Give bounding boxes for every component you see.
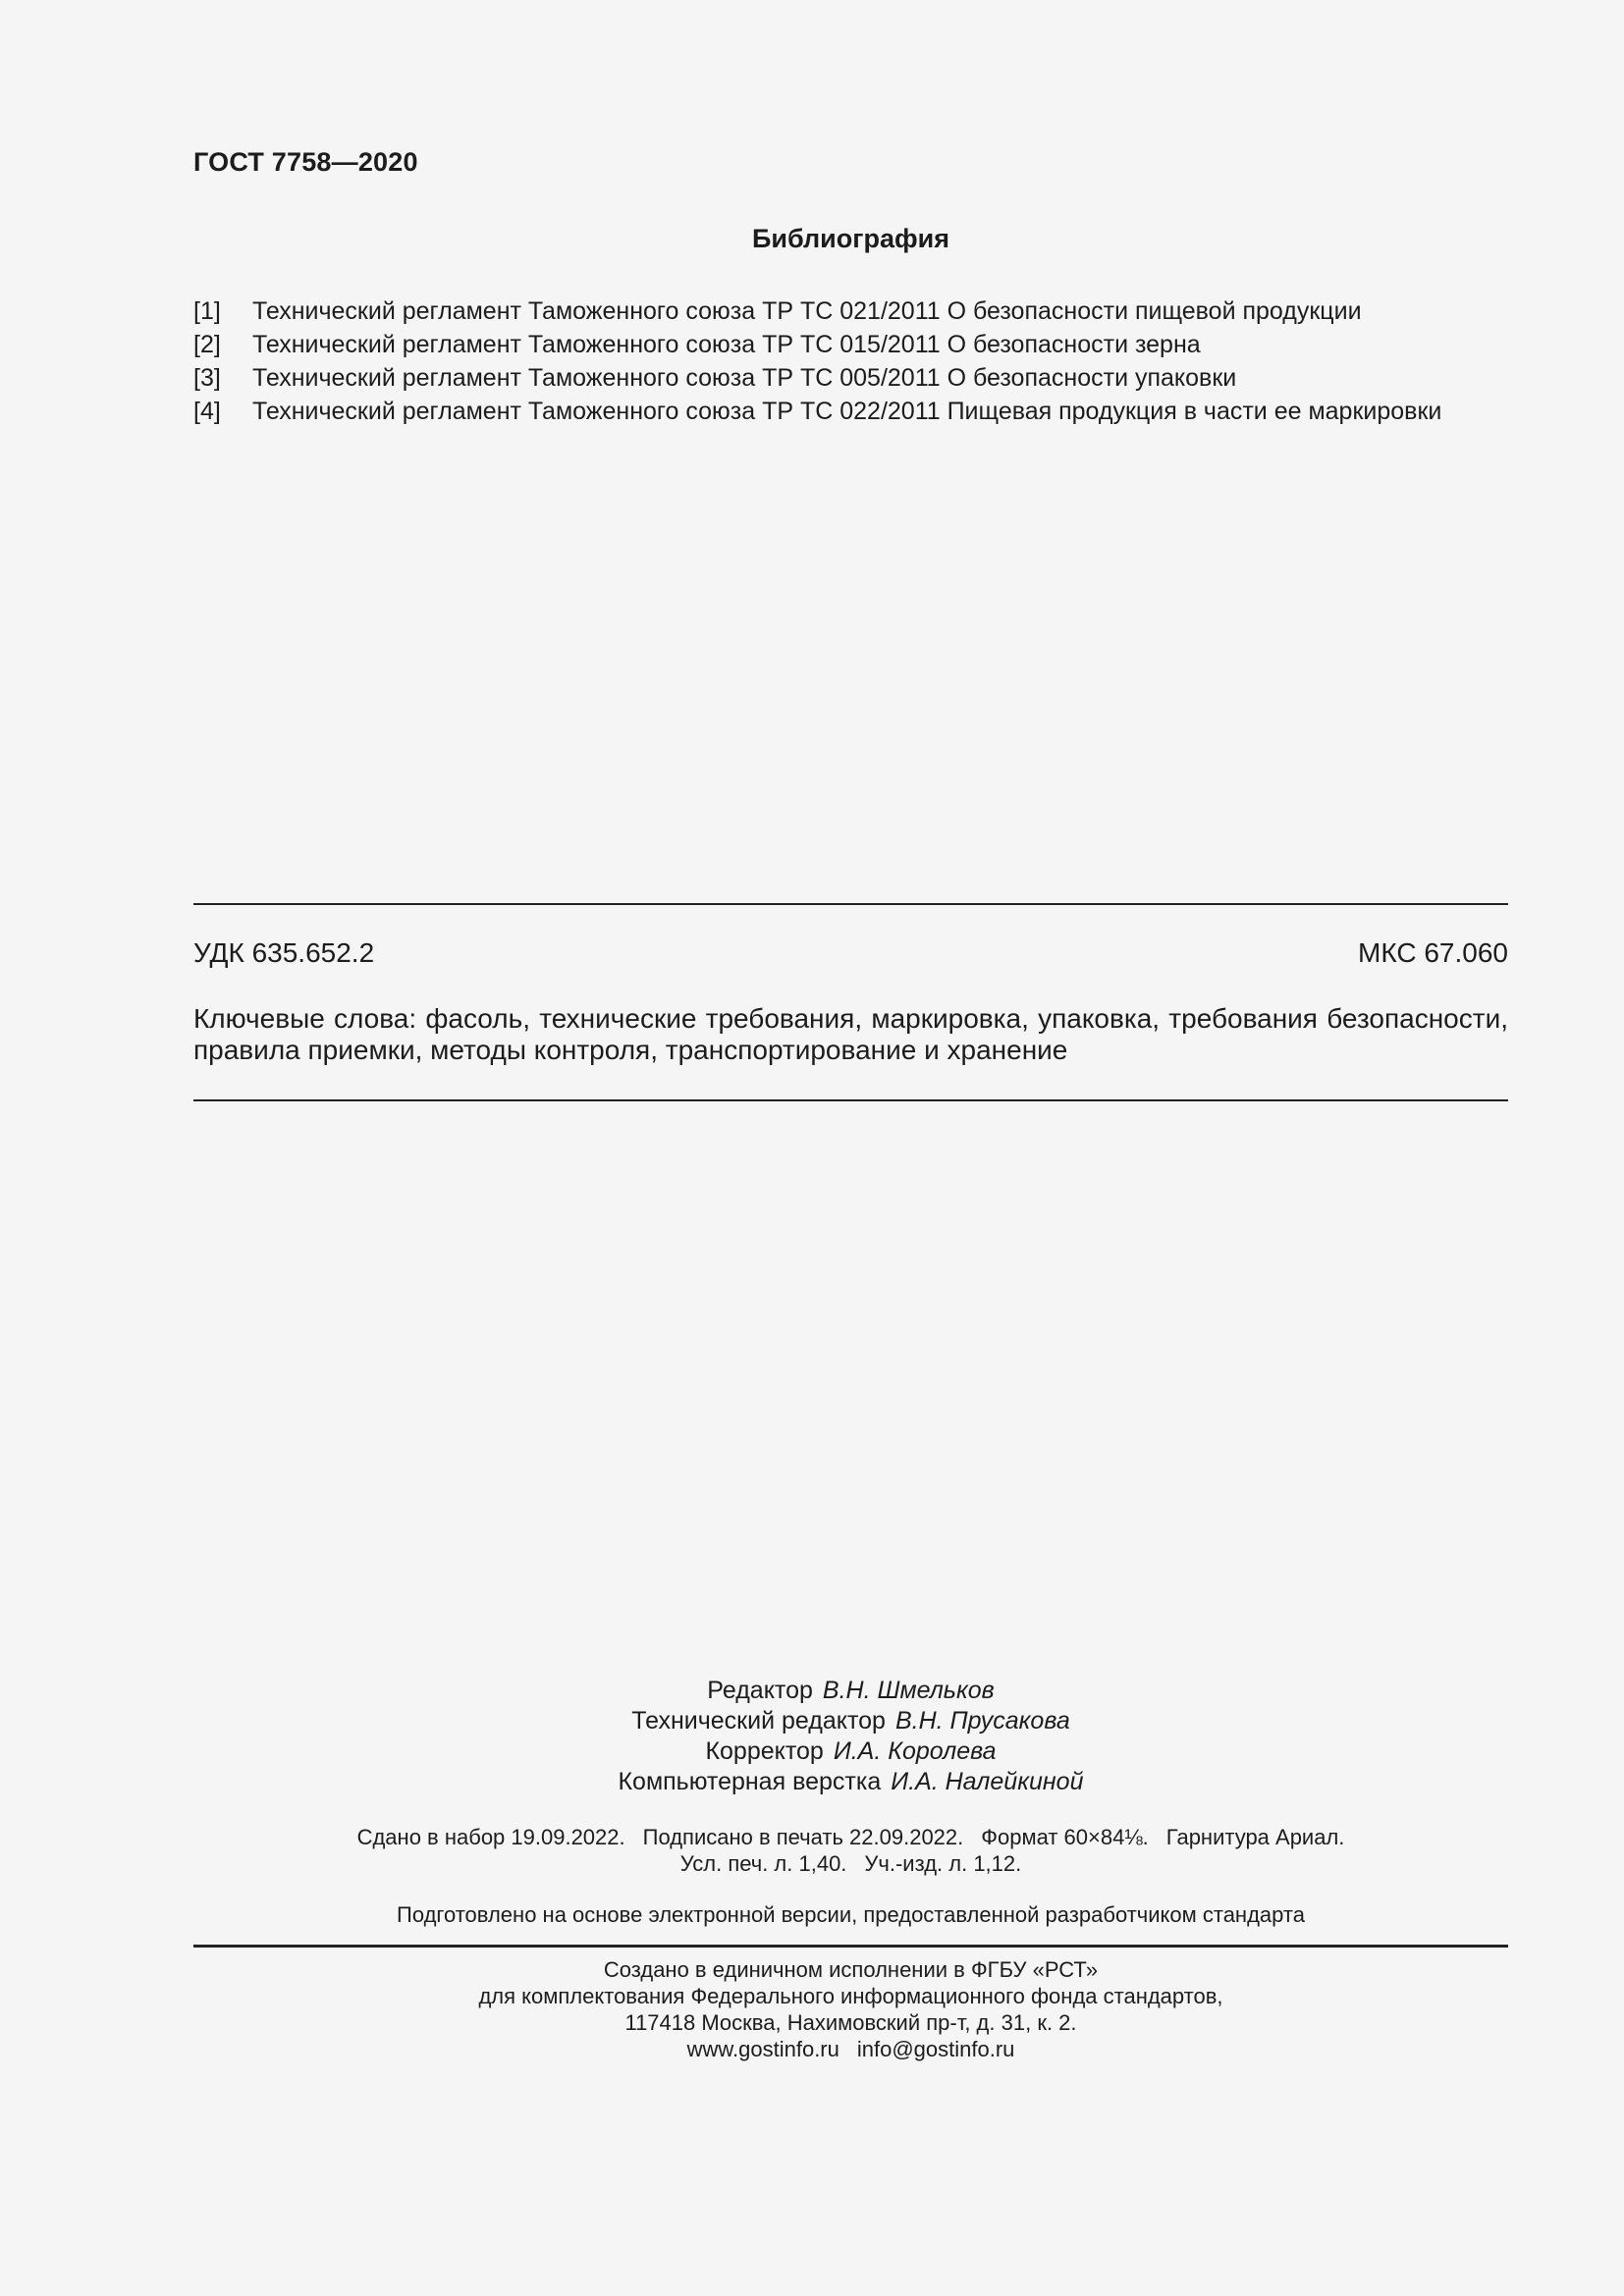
divider-bottom bbox=[193, 1945, 1508, 1948]
paper-format: Формат 60×84⅛. bbox=[981, 1825, 1149, 1849]
standard-header: ГОСТ 7758—2020 bbox=[193, 147, 418, 177]
bibliography-item-number: [4] bbox=[193, 398, 221, 425]
bibliography-item-number: [3] bbox=[193, 364, 221, 392]
bibliography-item bbox=[193, 361, 1568, 395]
bibliography-item-text: Технический регламент Таможенного союза ТР ТС 021/2011 О безопасности пищевой продукции bbox=[252, 297, 1362, 325]
publisher-info bbox=[193, 1956, 1508, 2062]
typeset-date: Сдано в набор 19.09.2022. bbox=[356, 1825, 625, 1849]
print-sheets: Усл. печ. л. 1,40. bbox=[679, 1851, 847, 1876]
publisher-line-3: 117418 Москва, Нахимовский пр-т, д. 31, к. 2. bbox=[624, 2010, 1077, 2035]
staff-person: И.А. Налейкиной bbox=[891, 1768, 1084, 1795]
staff-role: Компьютерная верстка bbox=[618, 1768, 882, 1795]
publisher-contacts bbox=[193, 2036, 1508, 2062]
website-link[interactable]: www.gostinfo.ru bbox=[686, 2037, 839, 2061]
bibliography-list bbox=[193, 294, 1568, 428]
staff-person: И.А. Королева bbox=[833, 1737, 997, 1765]
staff-person: В.Н. Шмельков bbox=[822, 1677, 995, 1704]
bibliography-item bbox=[193, 395, 1568, 428]
email-link[interactable]: info@gostinfo.ru bbox=[856, 2037, 1015, 2061]
staff-line-technical-editor bbox=[193, 1706, 1508, 1736]
edition-sheets: Уч.-изд. л. 1,12. bbox=[864, 1851, 1022, 1876]
staff-role: Технический редактор bbox=[631, 1707, 886, 1735]
print-info-line-1 bbox=[193, 1824, 1508, 1850]
signed-date: Подписано в печать 22.09.2022. bbox=[642, 1825, 964, 1849]
staff-person: В.Н. Прусакова bbox=[894, 1707, 1070, 1735]
bibliography-item-text: Технический регламент Таможенного союза ТР ТС 022/2011 Пищевая продукция в части ее маркировки bbox=[252, 398, 1442, 425]
typeface: Гарнитура Ариал. bbox=[1165, 1825, 1345, 1849]
bibliography-item-text: Технический регламент Таможенного союза ТР ТС 015/2011 О безопасности зерна bbox=[252, 331, 1201, 358]
udk-code: УДК 635.652.2 bbox=[193, 937, 375, 968]
staff-role: Редактор bbox=[707, 1677, 813, 1704]
mks-code: МКС 67.060 bbox=[1358, 937, 1508, 968]
bibliography-item-number: [1] bbox=[193, 297, 221, 325]
prepared-note: Подготовлено на основе электронной версии, предоставленной разработчиком стандарта bbox=[397, 1902, 1305, 1927]
keywords-paragraph: Ключевые слова: фасоль, технические требования, маркировка, упаковка, требования безопасности, правила приемки, методы контроля, транспортирование и хранение bbox=[193, 1003, 1508, 1065]
staff-line-editor bbox=[193, 1676, 1508, 1706]
divider-top bbox=[193, 903, 1508, 905]
staff-line-layout bbox=[193, 1767, 1508, 1797]
publisher-line-1: Создано в единичном исполнении в ФГБУ «РСТ» bbox=[603, 1957, 1099, 1982]
staff-line-proofreader bbox=[193, 1736, 1508, 1767]
bibliography-item bbox=[193, 294, 1568, 328]
bibliography-title: Библиография bbox=[752, 224, 949, 253]
staff-credits bbox=[193, 1676, 1508, 1797]
publisher-line-2: для комплектования Федерального информационного фонда стандартов, bbox=[478, 1984, 1223, 2008]
bibliography-item-number: [2] bbox=[193, 331, 221, 358]
print-info bbox=[193, 1824, 1508, 1877]
divider-middle bbox=[193, 1099, 1508, 1101]
print-info-line-2 bbox=[193, 1850, 1508, 1877]
bibliography-item bbox=[193, 328, 1568, 361]
bibliography-item-text: Технический регламент Таможенного союза ТР ТС 005/2011 О безопасности упаковки bbox=[252, 364, 1237, 392]
staff-role: Корректор bbox=[705, 1737, 824, 1765]
